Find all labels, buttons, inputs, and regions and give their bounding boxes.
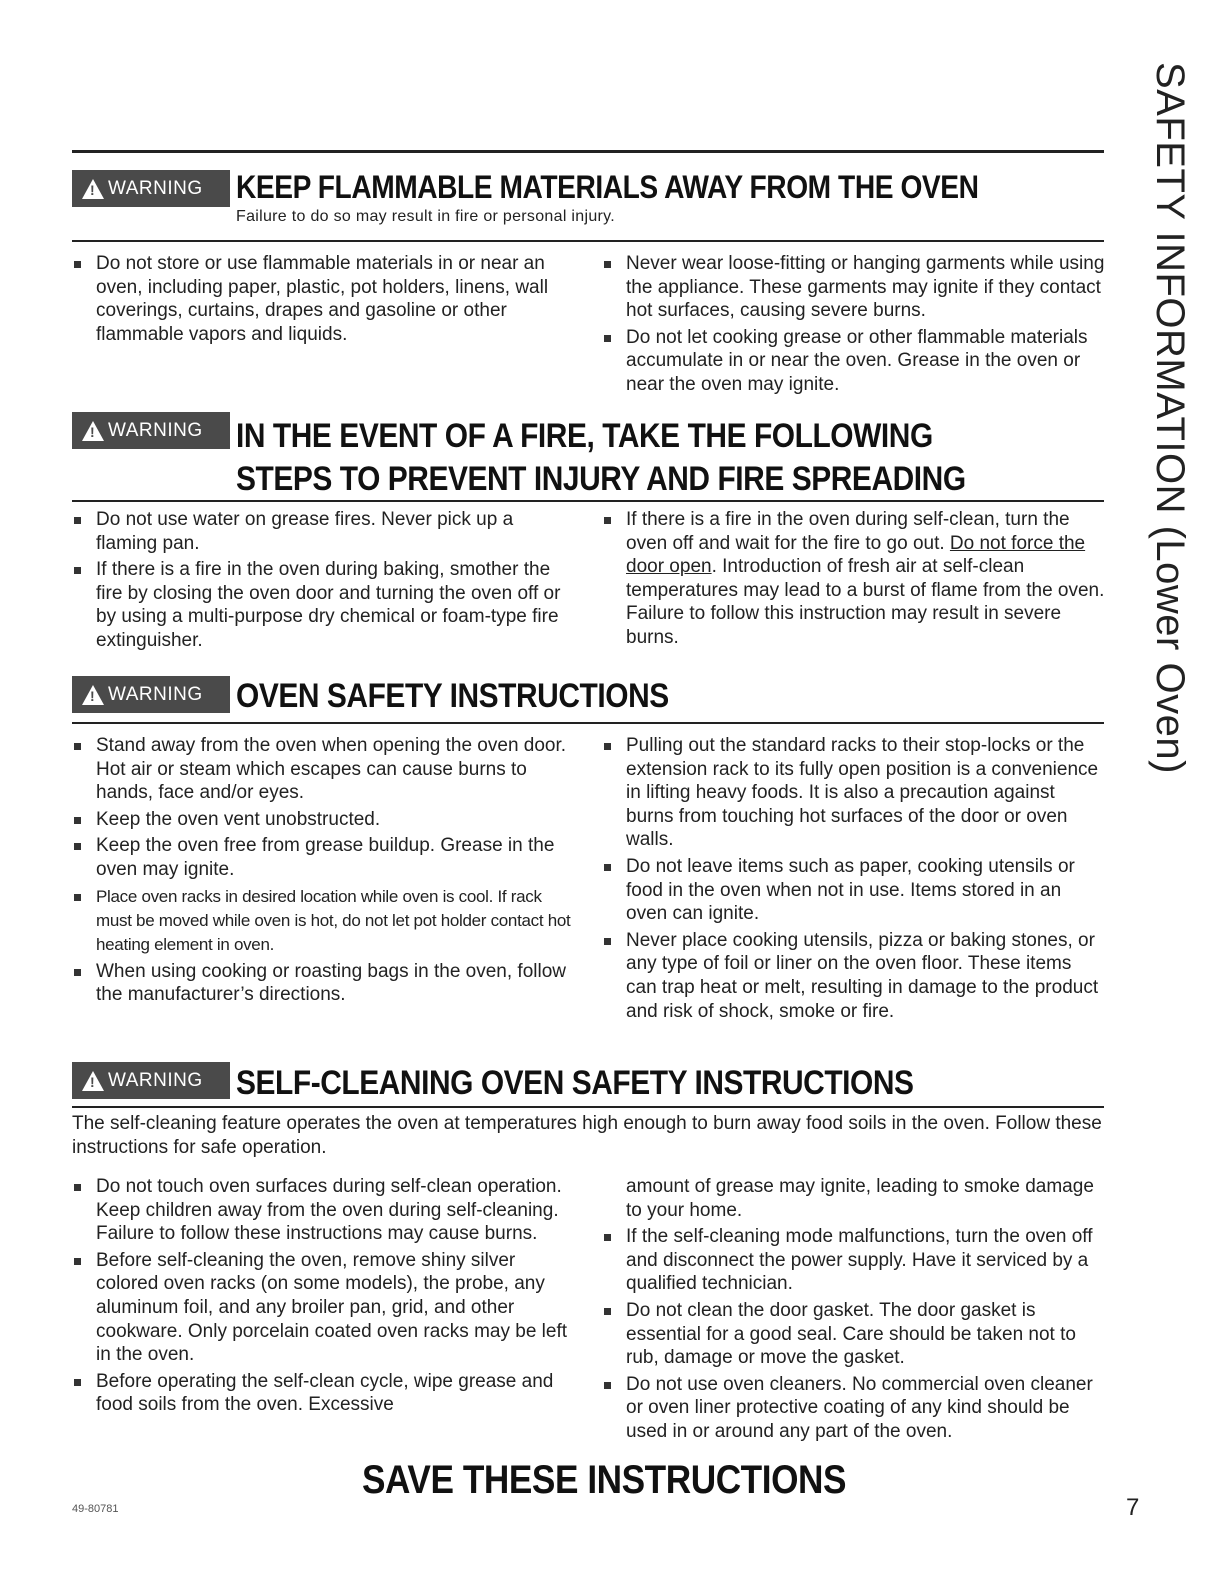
warning-badge [72,170,230,207]
section3-rule [72,722,1104,724]
section1-heading: KEEP FLAMMABLE MATERIALS AWAY FROM THE OVEN [236,169,979,205]
fire-text-pre: If there is a fire in the oven during self-clean, turn the oven off and wait for the fire to go out. [626,509,1070,554]
list-item: Before operating the self-clean cycle, wipe grease and food soils from the oven. Excessive [72,1370,577,1417]
side-title [1148,62,1192,774]
warning-triangle-icon [82,685,104,705]
warning-triangle-icon [82,1071,104,1091]
list-item: Never place cooking utensils, pizza or baking stones, or any type of foil or liner on the oven floor. These items can trap heat or melt, resulting in damage to the product and risk of shock, smoke or fire. [602,929,1107,1023]
section1-left-list [72,252,582,349]
section2-right-list [602,508,1107,653]
list-item: Never wear loose-fitting or hanging garments while using the appliance. These garments may ignite if they contact hot surfaces, causing severe burns. [602,252,1107,323]
fire-text-underlined: Do not force the door open [626,532,1086,578]
section1-rule [72,240,1104,242]
section4-heading: SELF-CLEANING OVEN SAFETY INSTRUCTIONS [236,1064,914,1102]
list-item: Do not let cooking grease or other flammable materials accumulate in or near the oven. Grease in the oven or near the oven may ignite. [602,326,1107,397]
list-item: Pulling out the standard racks to their stop-locks or the extension rack to its fully open position is a convenience in lifting heavy foods. It is also a precaution against burns from touching hot surfaces of the door or oven walls. [602,734,1107,852]
warning-badge [72,676,230,713]
document-code: 49-80781 [72,1503,119,1515]
save-instructions-title: SAVE THESE INSTRUCTIONS [362,1458,847,1502]
section4-right-list [602,1175,1107,1447]
list-item: Do not touch oven surfaces during self-clean operation. Keep children away from the oven during self-cleaning. Failure to follow these instructions may cause burns. [72,1175,577,1246]
section4-rule [72,1106,1104,1108]
section2-left-list [72,508,572,656]
top-rule [72,150,1104,153]
section4-intro: The self-cleaning feature operates the oven at temperatures high enough to burn away food soils in the oven. Follow these instructions for safe operation. [72,1113,1102,1158]
list-item: Keep the oven vent unobstructed. [72,808,572,832]
list-item: Do not use water on grease fires. Never pick up a flaming pan. [72,508,572,555]
list-item: When using cooking or roasting bags in the oven, follow the manufacturer’s directions. [72,960,572,1007]
fire-text-post: . Introduction of fresh air at self-clean temperatures may lead to a burst of flame from the oven. Failure to follow this instruction may result in severe burns. [626,556,1105,648]
section1-right-list [602,252,1107,400]
section2-heading-line2: STEPS TO PREVENT INJURY AND FIRE SPREADING [236,460,966,498]
list-item: Do not leave items such as paper, cooking utensils or food in the oven when not in use. Items stored in an oven can ignite. [602,855,1107,926]
warning-badge-label: WARNING [108,1069,203,1091]
list-item: Before self-cleaning the oven, remove shiny silver colored oven racks (on some models), the probe, any aluminum foil, and any broiler pan, grid, and other cookware. Only porcelain coated oven racks may be left in the oven. [72,1249,577,1367]
warning-triangle-icon [82,179,104,199]
list-item: Do not use oven cleaners. No commercial oven cleaner or oven liner protective coating of any kind should be used in or around any part of the oven. [602,1373,1107,1444]
section3-heading: OVEN SAFETY INSTRUCTIONS [236,677,669,715]
warning-triangle-icon [82,421,104,441]
section3-right-list [602,734,1107,1026]
list-item: Do not clean the door gasket. The door gasket is essential for a good seal. Care should be taken not to rub, damage or move the gasket. [602,1299,1107,1370]
section1-subheading: Failure to do so may result in fire or personal injury. [236,208,616,225]
warning-badge-label: WARNING [108,177,203,199]
section4-left-list [72,1175,577,1420]
list-item: Do not store or use flammable materials in or near an oven, including paper, plastic, pot holders, linens, wall coverings, curtains, drapes and gasoline or other flammable vapors and liquids. [72,252,582,346]
warning-badge-label: WARNING [108,683,203,705]
section3-left-list [72,734,572,1010]
list-item: Keep the oven free from grease buildup. Grease in the oven may ignite. [72,834,572,881]
warning-badge-label: WARNING [108,419,203,441]
list-item: If there is a fire in the oven during baking, smother the fire by closing the oven door and turning the oven off or by using a multi-purpose dry chemical or foam-type fire extinguisher. [72,558,572,652]
page-number: 7 [1126,1494,1140,1521]
warning-badge [72,412,230,449]
list-item: Stand away from the oven when opening the oven door. Hot air or steam which escapes can cause burns to hands, face and/or eyes. [72,734,572,805]
list-item-continuation: amount of grease may ignite, leading to smoke damage to your home. [626,1176,1094,1221]
section2-rule [72,500,1104,502]
side-title-text: SAFETY INFORMATION (Lower Oven) [1148,62,1192,774]
list-item: Place oven racks in desired location while oven is cool. If rack must be moved while oven is hot, do not let pot holder contact hot heating element in oven. [72,885,572,957]
list-item [602,508,1107,650]
warning-badge [72,1062,230,1099]
list-item: If the self-cleaning mode malfunctions, turn the oven off and disconnect the power supply. Have it serviced by a qualified technician. [602,1225,1107,1296]
section2-heading-line1: IN THE EVENT OF A FIRE, TAKE THE FOLLOWING [236,417,933,455]
